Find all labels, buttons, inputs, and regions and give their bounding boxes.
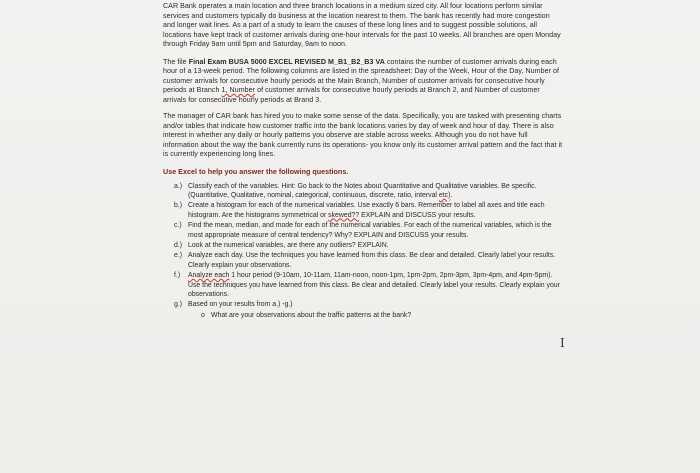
questions-list [163,182,563,310]
question-marker: c.) [174,222,182,230]
file-paragraph-underlined: 1, Number [221,86,256,94]
file-paragraph-text-a: The file [163,57,189,66]
question-item-f [163,271,563,299]
file-paragraph-text-b: contains the number of customer arrivals during each hour of a 13-week period. The following columns are listed in the spreadsheet: Day of the Week, Hour of the Day, Number of customer arrivals for consecutive hourly periods at the Main Branch, Number of customer arrivals for consecutive hourly periods at Branch [163,57,560,94]
question-text-end: 1 hour period (9-10am, 10-11am, 11am-noon, noon-1pm, 1pm-2pm, 2pm-3pm, 3pm-4pm, and 4pm-5pm). Use the techniques you have learned from this class. Be clear and detailed. Clearly label your results. Clearly explain your observations. [188,272,560,298]
text-cursor-icon: I [560,336,565,350]
question-text: Based on your results from a.) -g.) [188,301,293,309]
question-item-c [163,221,563,240]
document-body [163,2,563,320]
file-name: Final Exam BUSA 5000 EXCEL REVISED M_B1_B2_B3 VA [188,57,385,66]
question-text-end: EXPLAIN and DISCUSS your results. [359,211,476,219]
question-item-e [163,251,563,270]
question-text: Analyze each day. Use the techniques you have learned from this class. Be clear and detailed. Clearly label your results. Clearly explain your observations. [188,252,556,269]
question-item-g [163,300,563,309]
question-text: Create a histogram for each of the numerical variables. Use exactly 6 bars. Remember to label all axes and title each histogram. Are the histograms symmetrical or [188,202,545,219]
question-item-b [163,201,563,220]
sub-question [163,311,563,320]
file-paragraph [163,58,563,106]
question-marker: a.) [174,182,183,190]
sub-question-text: What are your observations about the traffic patterns at the bank? [211,311,412,319]
question-item-d [163,241,563,250]
file-paragraph-text-d: of customer arrivals for consecutive hourly periods at Branch 2, and Number of customer arrivals for consecutive hourly periods at Brand 3. [163,86,540,104]
question-marker: g.) [174,301,183,309]
intro-paragraph [163,2,563,50]
question-underlined: skewed?? [328,211,360,219]
question-marker: f.) [174,272,181,280]
question-underlined: Analyze each [188,272,230,280]
question-text: Classify each of the variables. Hint: Go back to the Notes about Quantitative and Qualitative variables. Be specific. (Quantitative, Qualitative, nominal, categorical, continuous, discrete, ratio, interval [188,182,537,199]
intro-text: CAR Bank operates a main location and three branch locations in a medium sized city. All four locations perform similar services and customers typically do business at the location nearest to them. The bank has recently had more congestion and longer wait lines. As a part of a study to learn the causes of these long lines and to suggest possible solutions, all locations have kept track of customer arrivals during one-hour intervals for the past 10 weeks. All branches are open Monday through Friday 9am until 5pm and Saturday, 9am to noon. [163,2,561,48]
question-item-a [163,182,563,201]
question-underlined: etc) [438,191,451,199]
question-text: Look at the numerical variables, are there any outliers? EXPLAIN. [188,241,389,249]
question-text-end: . [450,191,453,199]
question-marker: e.) [174,252,183,260]
questions-heading: Use Excel to help you answer the following questions. [163,166,349,176]
sub-bullet-icon: o [201,311,205,319]
question-marker: b.) [174,202,183,210]
question-marker: d.) [174,241,183,249]
manager-paragraph [163,112,563,160]
question-text: Find the mean, median, and mode for each of the numerical variables. For each of the numerical variables, which is the most appropriate measure of central tendency? Why? EXPLAIN and DISCUSS your results. [188,222,552,239]
manager-text: The manager of CAR bank has hired you to make some sense of the data. Specifically, you are tasked with presenting charts and/or tables that indicate how customer traffic into the bank locations varies by day of week and hour of day. There is also interest in whether any daily or hourly patterns you observe are stable across weeks. Although you do not have full information about the way the bank currently runs its operations- you know only its customer arrival pattern and the fact that it is currently experiencing long lines. [163,112,563,158]
